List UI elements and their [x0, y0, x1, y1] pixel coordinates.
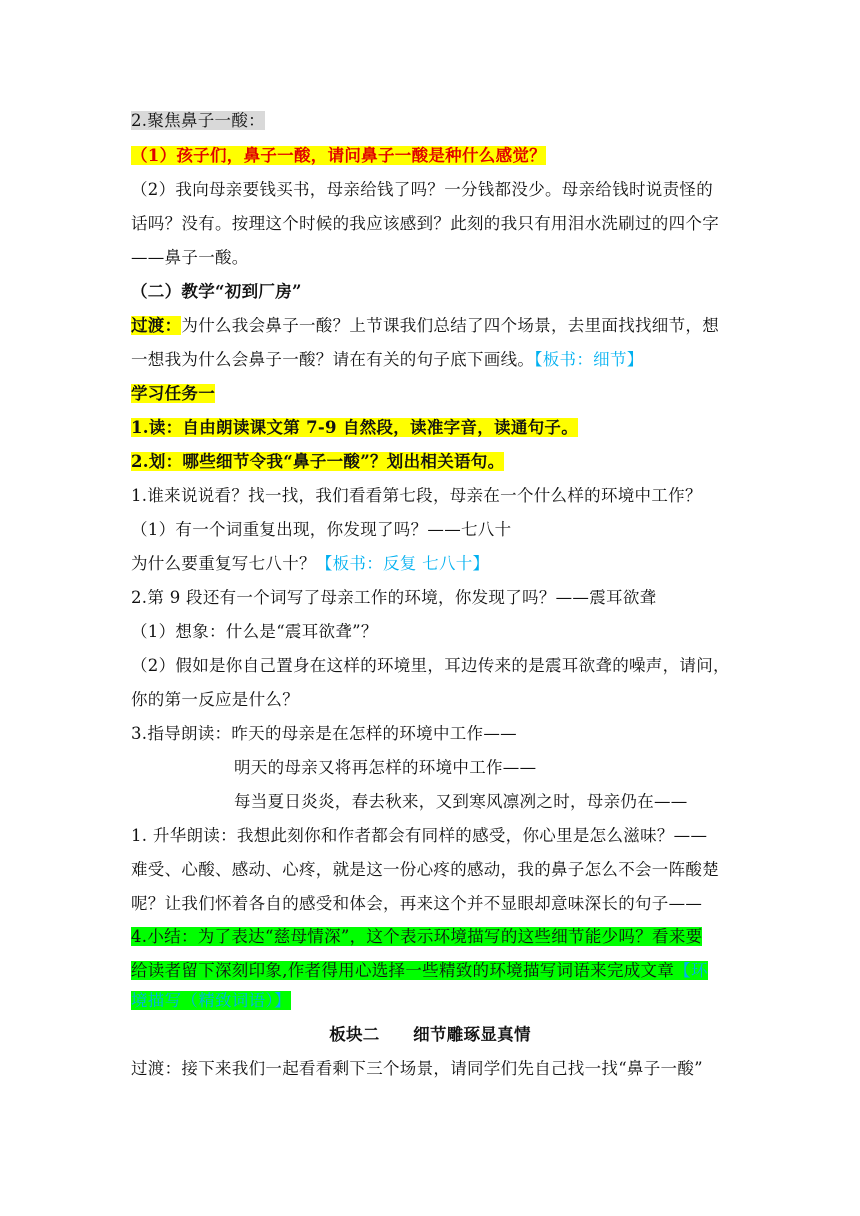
question-environment-sub-2-line-2: 你的第一反应是什么？ [131, 690, 299, 709]
question-2-line-2: 话吗？没有。按理这个时候的我应该感到？此刻的我只有用泪水洗刷过的四个字 [131, 214, 719, 233]
task-item-2: 2.划：哪些细节令我“鼻子一酸”？划出相关语句。 [131, 452, 505, 471]
section-focus-title: 2.聚焦鼻子一酸： [131, 111, 265, 130]
question-2-line-1: （2）我向母亲要钱买书，母亲给钱了吗？一分钱都没少。母亲给钱时说责怪的 [131, 180, 713, 199]
transition-line-2: 一想我为什么会鼻子一酸？请在有关的句子底下画线。【板书：细节】 [131, 350, 644, 369]
question-1: （1）孩子们，鼻子一酸，请问鼻子一酸是种什么感觉？ [131, 146, 546, 165]
section-heading: （二）教学“初到厂房” [131, 282, 302, 301]
question-environment: 2.第 9 段还有一个词写了母亲工作的环境，你发现了吗？——震耳欲聋 [131, 588, 657, 607]
sublimation-line-1: 1. 升华朗读：我想此刻你和作者都会有同样的感受，你心里是怎么滋味？—— [131, 826, 708, 845]
question-environment-sub-1: （1）想象：什么是“震耳欲聋”？ [131, 622, 378, 641]
guided-reading-line-1: 3.指导朗读：昨天的母亲是在怎样的环境中工作—— [131, 724, 517, 743]
question-repeat: 为什么要重复写七八十？【板书：反复 七八十】 [131, 554, 490, 573]
sublimation-line-2: 难受、心酸、感动、心疼，就是这一份心疼的感动，我的鼻子怎么不会一阵酸楚 [131, 860, 719, 879]
question-find: 1.谁来说说看？找一找，我们看看第七段，母亲在一个什么样的环境中工作？ [131, 486, 702, 505]
question-2-line-3: ——鼻子一酸。 [131, 248, 249, 267]
guided-reading-line-2: 明天的母亲又将再怎样的环境中工作—— [234, 758, 537, 777]
summary-line-3: 境描写（精致词语）】 [131, 991, 291, 1010]
summary-line-2: 给读者留下深刻印象,作者得用心选择一些精致的环境描写词语来完成文章【环 [131, 961, 708, 980]
section-2-transition: 过渡：接下来我们一起看看剩下三个场景，请同学们先自己找一找“鼻子一酸” [131, 1059, 703, 1078]
question-find-sub-1: （1）有一个词重复出现，你发现了吗？——七八十 [131, 520, 512, 539]
question-environment-sub-2-line-1: （2）假如是你自己置身在这样的环境里，耳边传来的是震耳欲聋的噪声，请问， [131, 656, 730, 675]
sublimation-line-3: 呢？让我们怀着各自的感受和体会，再来这个并不显眼却意味深长的句子—— [131, 894, 703, 913]
task-title: 学习任务一 [131, 384, 215, 403]
guided-reading-line-3: 每当夏日炎炎，春去秋来，又到寒风凛冽之时，母亲仍在—— [234, 792, 688, 811]
summary-line-1: 4.小结：为了表达“慈母情深”，这个表示环境描写的这些细节能少吗？看来要 [131, 927, 703, 946]
section-2-title: 板块二 细节雕琢显真情 [329, 1025, 531, 1044]
board-note-repeat: 【板书：反复 七八十】 [315, 554, 490, 573]
board-note-detail: 【板书：细节】 [534, 350, 644, 369]
transition-line-1: 过渡：为什么我会鼻子一酸？上节课我们总结了四个场景，去里面找找细节，想 [131, 316, 720, 335]
task-item-1: 1.读：自由朗读课文第 7-9 自然段，读准字音，读通句子。 [131, 418, 579, 437]
